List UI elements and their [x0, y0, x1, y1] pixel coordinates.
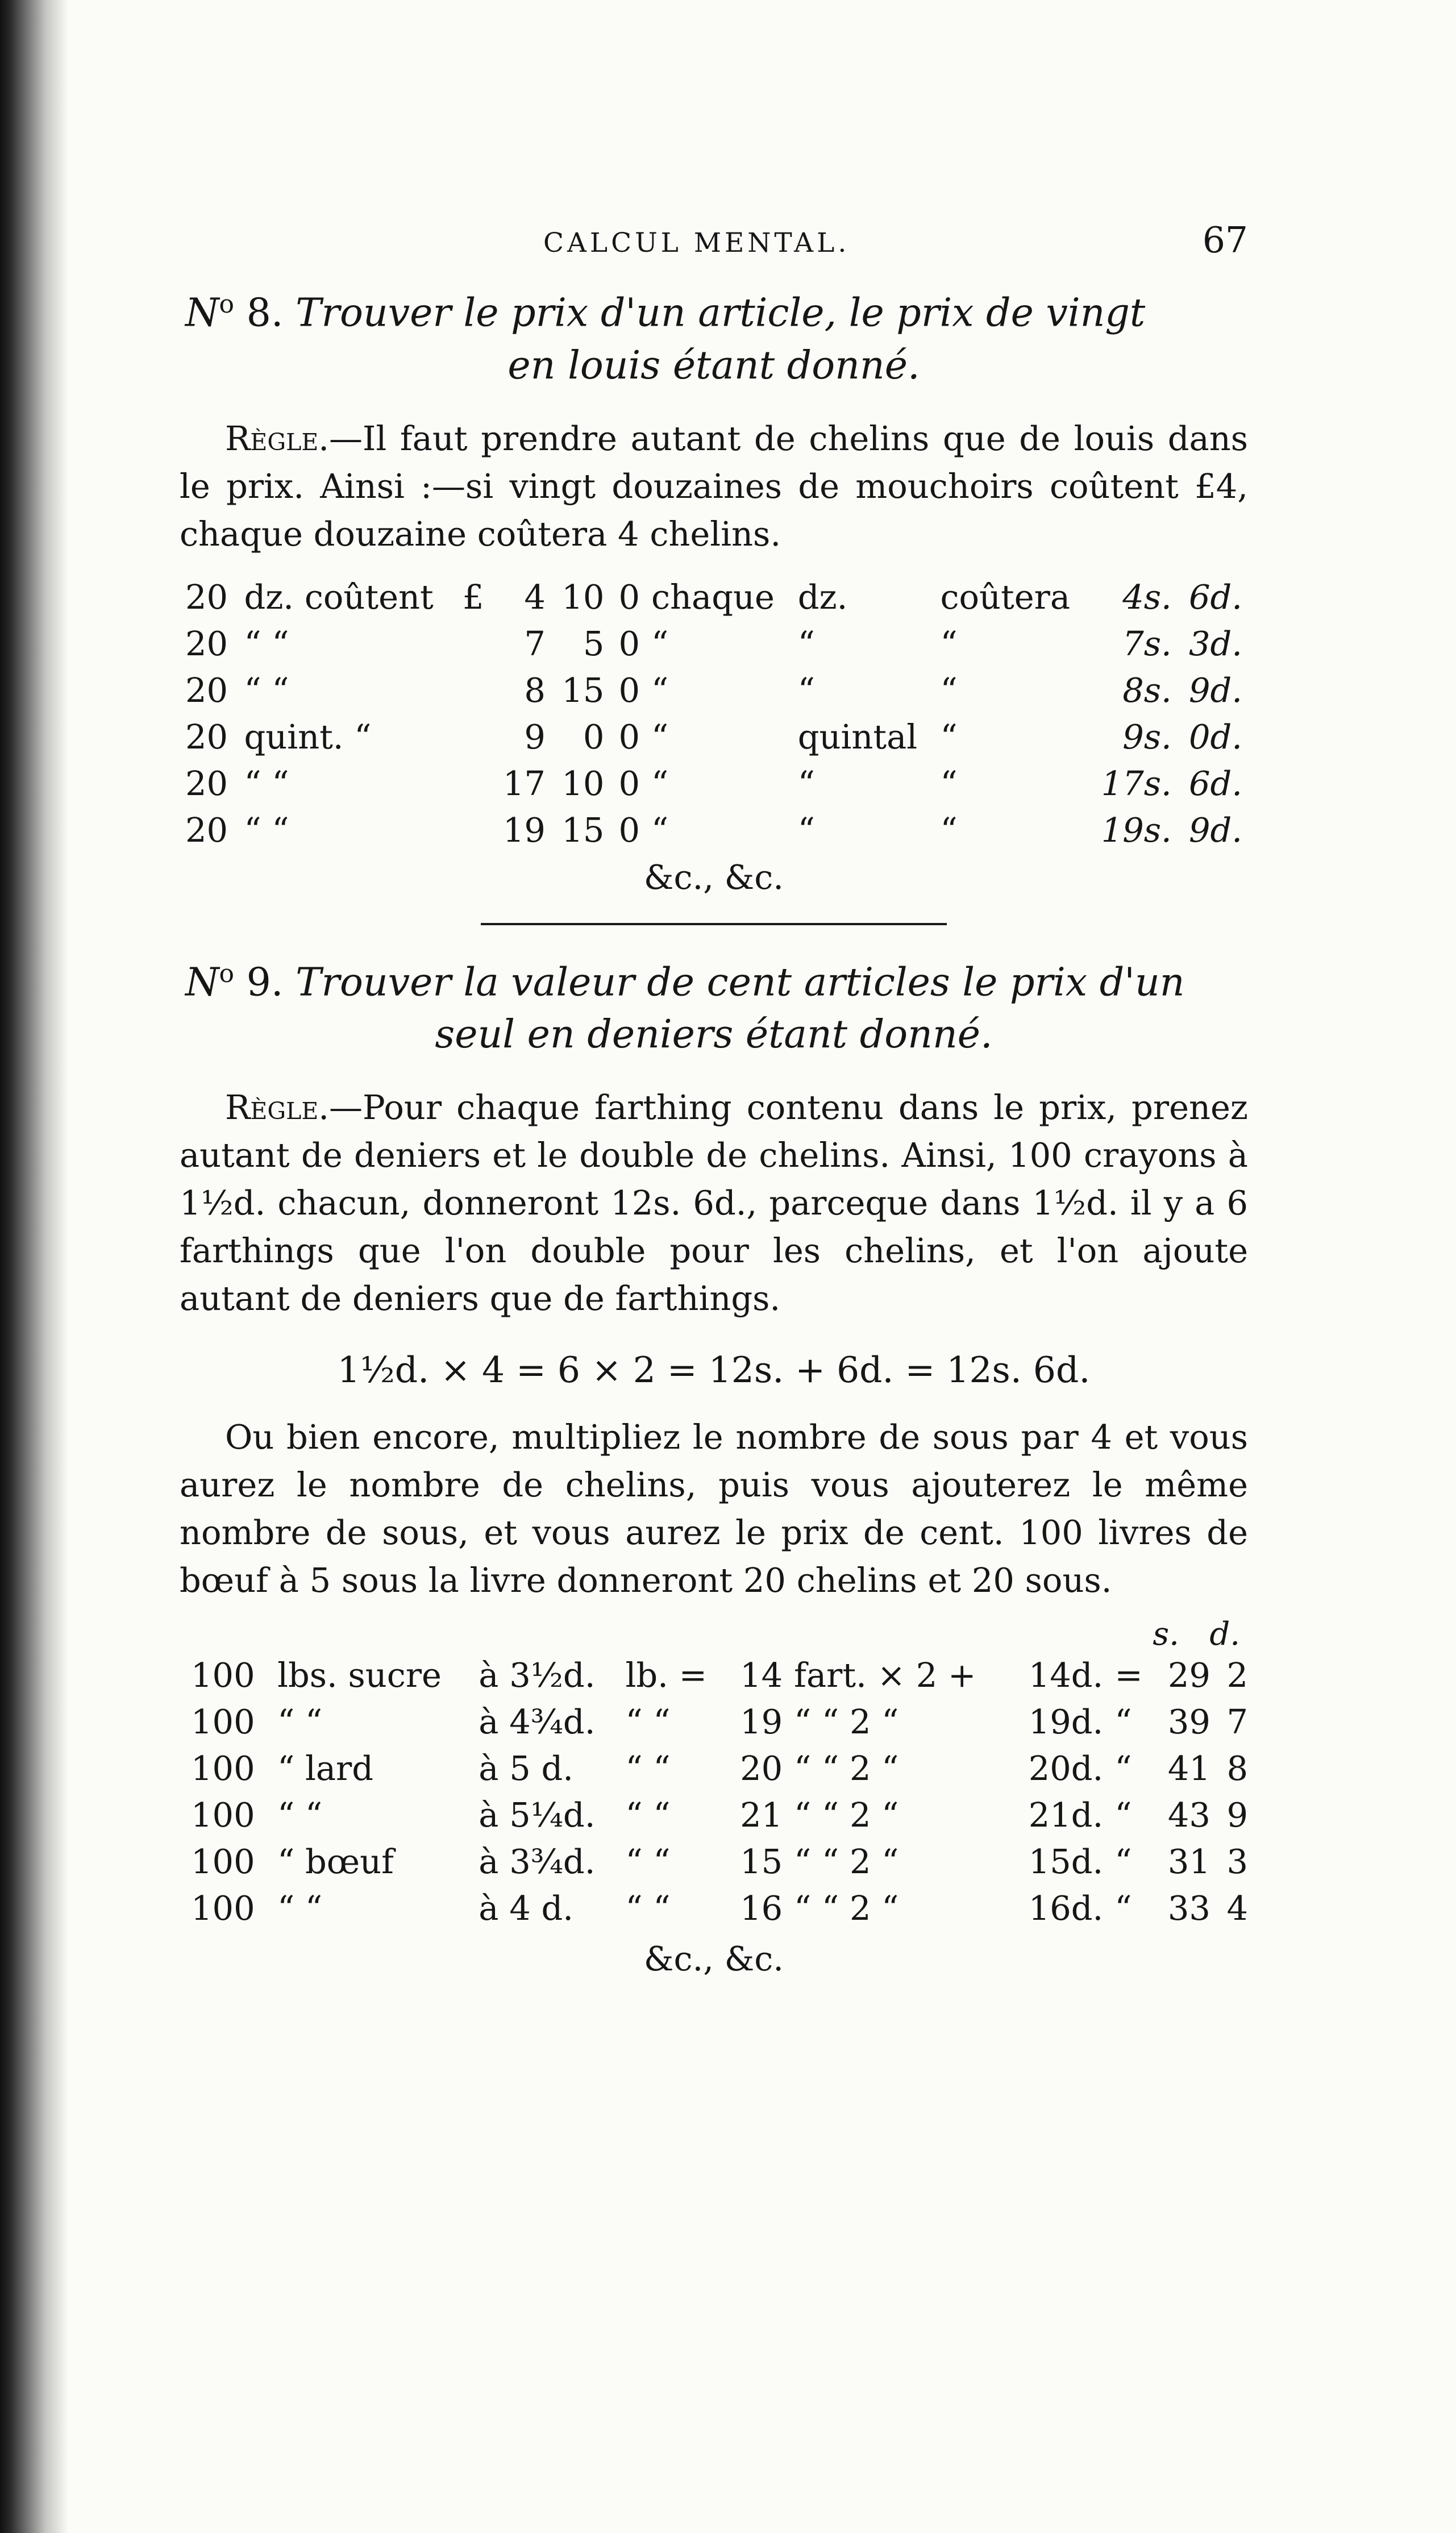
column-s-label: s. [1153, 1616, 1179, 1653]
table-cell: “ [797, 670, 815, 710]
table-cell: £ [462, 577, 484, 617]
section-9-rule-text: —Pour chaque farthing contenu dans le prix, prenez autant de deniers et le double de chelins. Ainsi, 100 crayons à 1½d. chacun, donneront 12s. 6d., parceque dans 1½d. il y a 6 farthings que l'on double pour les chelins, et l'on ajoute autant de deniers que de farthings. [180, 1088, 1248, 1319]
table-cell: “ [651, 623, 669, 663]
table-cell: 20 [185, 810, 228, 850]
table-cell: 15d. [1028, 1842, 1104, 1882]
table-cell [457, 621, 493, 667]
table-cell: 9s. [1122, 717, 1172, 756]
table-cell: 4 [524, 577, 546, 617]
table-cell: “ [797, 763, 815, 803]
table-row [180, 667, 1248, 714]
table-cell: “ “ [625, 1749, 671, 1789]
section-9-formula: 1½d. × 4 = 6 × 2 = 12s. + 6d. = 12s. 6d. [337, 1349, 1091, 1391]
table-cell: 10 [561, 577, 605, 617]
table-cell: “ [940, 763, 958, 803]
table-cell: 3 [1226, 1842, 1248, 1882]
table-cell: à 4¾d. [479, 1702, 596, 1742]
section-8-price-table [180, 574, 1248, 854]
table-cell: à 3½d. [479, 1656, 596, 1695]
table-cell: 7 [524, 623, 546, 663]
scan-gutter-shadow [0, 0, 68, 2533]
table-cell: “ “ [625, 1795, 671, 1835]
table-cell: 8 [1226, 1749, 1248, 1789]
table-row [180, 760, 1248, 807]
table-cell: 14d. [1028, 1656, 1104, 1695]
table-cell: 8 [524, 670, 546, 710]
table-cell: “ “ 2 “ [794, 1889, 899, 1928]
table-cell: “ “ [244, 670, 289, 710]
table-cell: “ lard [277, 1749, 374, 1789]
table-cell: 6d. [1188, 577, 1242, 617]
table-cell: quint. “ [244, 717, 372, 756]
table-cell: “ [1114, 1795, 1132, 1835]
table-cell: 100 [191, 1842, 255, 1882]
table-row [185, 1699, 1254, 1745]
table-cell: 7s. [1122, 623, 1172, 663]
table-cell: “ [940, 810, 958, 850]
table-cell: 21d. [1028, 1795, 1104, 1835]
table-cell: 19d. [1028, 1702, 1104, 1742]
section-9-number-prefix: N [185, 960, 219, 1005]
table-cell: 41 [1167, 1749, 1210, 1789]
section-8 [180, 278, 1248, 901]
table-cell: 6d. [1188, 763, 1242, 803]
page-number: 67 [1202, 219, 1248, 261]
table-cell: “ [1114, 1889, 1132, 1928]
table-cell: “ [651, 810, 669, 850]
running-title: CALCUL MENTAL. [543, 227, 850, 259]
table-row [180, 807, 1248, 854]
table-cell: 0 [618, 577, 640, 617]
section-8-etc: &c., &c. [643, 857, 784, 897]
section-8-rule-label: Règle. [225, 418, 330, 458]
table-cell: “ “ [625, 1889, 671, 1928]
table-cell: 0 [618, 623, 640, 663]
table-cell: 0 [583, 717, 605, 756]
table-cell: 5 [583, 623, 605, 663]
table-cell: 9 [524, 717, 546, 756]
section-9-title-line1 [180, 948, 1248, 1009]
section-9 [180, 948, 1248, 1983]
column-d-label: d. [1209, 1616, 1240, 1653]
table-cell: 0 [618, 717, 640, 756]
section-8-rule-text: —Il faut prendre autant de chelins que de louis dans le prix. Ainsi :—si vingt douzaines de mouchoirs coûtent £4, chaque douzaine coûtera 4 chelins. [180, 418, 1248, 554]
table-cell: lbs. sucre [277, 1656, 442, 1695]
table-row [185, 1839, 1254, 1885]
table-row [185, 1745, 1254, 1792]
table-cell: 2 [1226, 1656, 1248, 1695]
section-8-number: 8. [234, 290, 284, 336]
section-8-title-line2: en louis étant donné. [507, 343, 920, 388]
table-cell: “ “ [244, 623, 289, 663]
table-cell: 17 [502, 763, 546, 803]
table-cell: 15 [740, 1842, 783, 1882]
table-cell: 19 [740, 1702, 783, 1742]
table-cell: 16d. [1028, 1889, 1104, 1928]
page-header [180, 219, 1248, 273]
table-cell: 10 [561, 763, 605, 803]
table-cell: lb. = [625, 1656, 708, 1695]
table-cell: 29 [1167, 1656, 1210, 1695]
section-8-title-text: Trouver le prix d'un article, le prix de vingt [283, 290, 1146, 336]
table-row [185, 1792, 1254, 1839]
table-cell: dz. [797, 577, 848, 617]
table-cell: 20 [740, 1749, 783, 1789]
table-cell: “ “ 2 “ [794, 1795, 899, 1835]
table-cell: “ [940, 670, 958, 710]
table-cell: coûtera [940, 577, 1071, 617]
table-cell: 33 [1167, 1889, 1210, 1928]
table-row [185, 1652, 1254, 1699]
section-divider [481, 923, 947, 925]
table-cell: “ [1114, 1702, 1132, 1742]
table-row [180, 714, 1248, 760]
section-9-number: 9. [234, 960, 284, 1005]
table-cell: “ “ 2 “ [794, 1749, 899, 1789]
table-cell: 0 [618, 670, 640, 710]
table-cell: = [1114, 1656, 1143, 1695]
table-cell: “ “ 2 “ [794, 1842, 899, 1882]
table-cell: “ “ [277, 1702, 323, 1742]
section-9-sd-header [180, 1617, 1248, 1652]
section-8-title-line1 [180, 278, 1248, 340]
table-cell: chaque [651, 577, 775, 617]
table-cell [457, 667, 493, 714]
table-cell: à 5¼d. [479, 1795, 596, 1835]
table-cell: “ [651, 763, 669, 803]
table-cell: à 5 d. [479, 1749, 574, 1789]
table-cell: 20 [185, 577, 228, 617]
table-cell: dz. coûtent [244, 577, 434, 617]
section-9-number-sup: o [219, 959, 234, 988]
table-cell: “ [940, 717, 958, 756]
table-cell: 15 [561, 810, 605, 850]
section-8-number-prefix: N [185, 290, 219, 336]
section-9-title-text: Trouver la valeur de cent articles le prix d'un [283, 960, 1185, 1005]
section-9-rule [180, 1084, 1248, 1322]
table-cell: 31 [1167, 1842, 1210, 1882]
table-cell: 3d. [1188, 623, 1242, 663]
table-cell: 8s. [1122, 670, 1172, 710]
table-cell: 100 [191, 1749, 255, 1789]
section-9-title-line2: seul en deniers étant donné. [435, 1012, 993, 1058]
table-cell: 20 [185, 763, 228, 803]
table-cell: à 3¾d. [479, 1842, 596, 1882]
table-cell: quintal [797, 717, 918, 756]
section-8-rule [180, 415, 1248, 558]
table-cell: “ bœuf [277, 1842, 394, 1882]
table-cell [457, 760, 493, 807]
table-cell: “ [651, 717, 669, 756]
table-cell: “ [1114, 1842, 1132, 1882]
table-cell: 100 [191, 1702, 255, 1742]
table-cell: “ “ [277, 1795, 323, 1835]
table-cell: “ “ [625, 1842, 671, 1882]
table-cell: 0 [618, 810, 640, 850]
table-cell: 9d. [1188, 810, 1242, 850]
table-cell: 9d. [1188, 670, 1242, 710]
table-cell: “ “ 2 “ [794, 1702, 899, 1742]
section-8-number-sup: o [219, 290, 234, 319]
table-cell: 14 [740, 1656, 783, 1695]
table-cell: 20d. [1028, 1749, 1104, 1789]
table-cell: “ [797, 810, 815, 850]
table-cell: 0d. [1188, 717, 1242, 756]
table-cell: 19s. [1101, 810, 1172, 850]
table-cell: 16 [740, 1889, 783, 1928]
table-cell: 7 [1226, 1702, 1248, 1742]
table-row [180, 621, 1248, 667]
table-cell: 17s. [1101, 763, 1172, 803]
table-cell: “ “ [244, 810, 289, 850]
table-cell: 4 [1226, 1889, 1248, 1928]
table-row [185, 1885, 1254, 1932]
table-cell: 21 [740, 1795, 783, 1835]
table-cell: “ [940, 623, 958, 663]
table-cell: “ “ [277, 1889, 323, 1928]
table-cell: “ “ [625, 1702, 671, 1742]
table-cell [457, 714, 493, 760]
table-cell: 0 [618, 763, 640, 803]
table-cell: 9 [1226, 1795, 1248, 1835]
table-cell: 43 [1167, 1795, 1210, 1835]
table-cell: “ “ [244, 763, 289, 803]
section-9-price-table [185, 1652, 1254, 1932]
table-cell: 100 [191, 1795, 255, 1835]
table-cell [457, 807, 493, 854]
table-cell: “ [1114, 1749, 1132, 1789]
book-page [180, 219, 1248, 1983]
table-cell: 4s. [1122, 577, 1172, 617]
table-cell: 100 [191, 1889, 255, 1928]
table-cell: 39 [1167, 1702, 1210, 1742]
table-cell: fart. × 2 + [794, 1656, 976, 1695]
table-cell: à 4 d. [479, 1889, 574, 1928]
table-cell: 19 [502, 810, 546, 850]
section-9-paragraph-2: Ou bien encore, multipliez le nombre de sous par 4 et vous aurez le nombre de chelins, puis vous ajouterez le même nombre de sous, et vous aurez le prix de cent. 100 livres de bœuf à 5 sous la livre donneront 20 chelins et 20 sous. [180, 1417, 1248, 1600]
table-row [180, 574, 1248, 621]
table-cell: 20 [185, 670, 228, 710]
table-cell: “ [797, 623, 815, 663]
table-cell: 20 [185, 623, 228, 663]
table-cell: 15 [561, 670, 605, 710]
table-cell: 20 [185, 717, 228, 756]
section-9-rule-label: Règle. [225, 1088, 330, 1128]
table-cell: 100 [191, 1656, 255, 1695]
table-cell: “ [651, 670, 669, 710]
section-9-etc: &c., &c. [643, 1939, 784, 1979]
